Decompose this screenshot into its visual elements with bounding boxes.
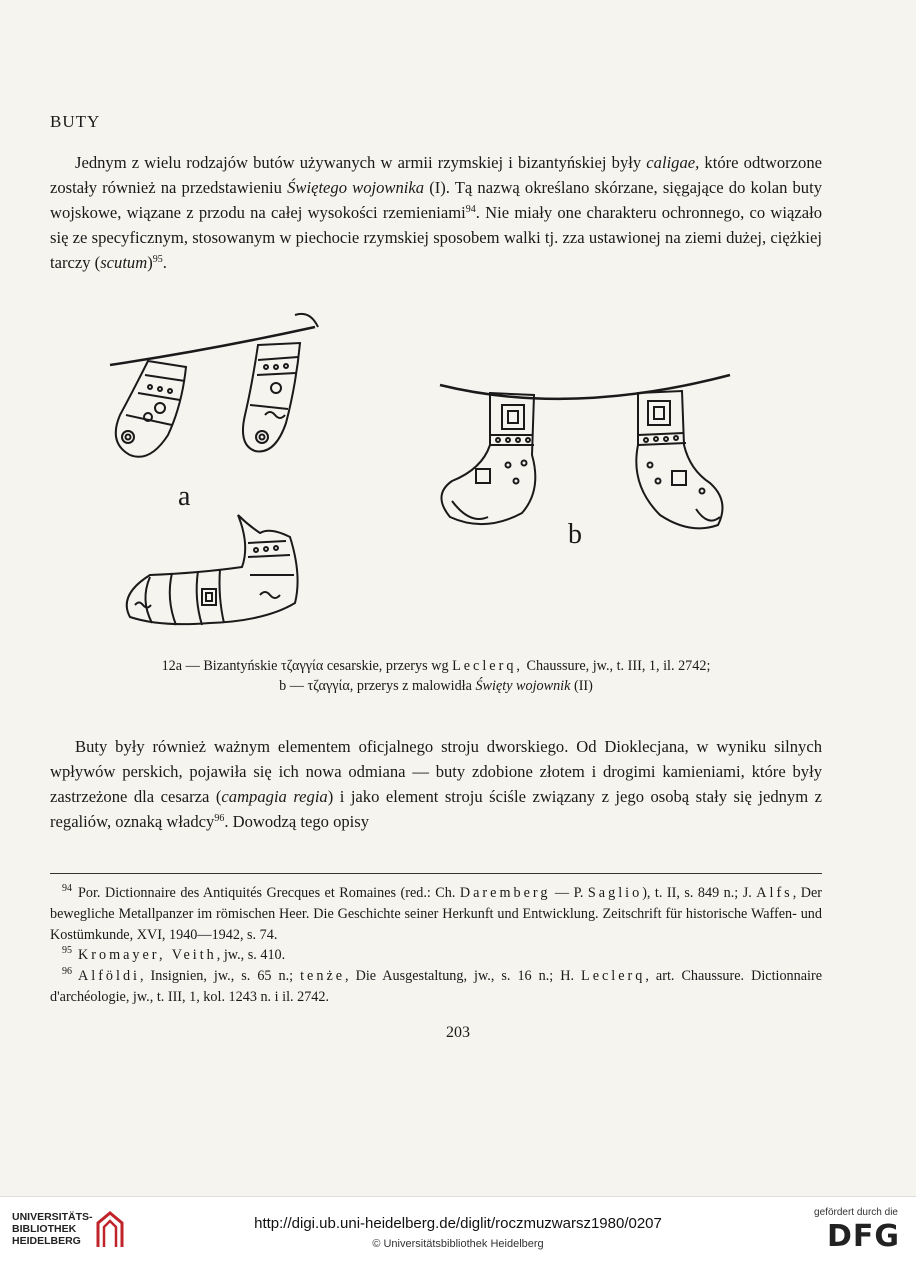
- footnote-author: Saglio: [587, 885, 643, 901]
- para1-text: (I). Tą nazwą określano skórzane, sięgające do kolan buty wojskowe, wiązane z przodu na całej wysokości rzemieniami: [50, 178, 823, 222]
- viewer-footer: [0, 1196, 916, 1263]
- caption-text: (II): [570, 678, 593, 694]
- footnote-text: Por. Dictionnaire des Antiquités Grecques et Romaines (red.: Ch.: [78, 885, 460, 901]
- footnote-text: — P.: [550, 885, 588, 901]
- section-heading: BUTY: [50, 112, 101, 131]
- caption-text: Chaussure, jw., t. III, 1, il. 2742;: [522, 658, 711, 674]
- footnote-95: [50, 945, 822, 966]
- permalink-url[interactable]: http://digi.ub.uni-heidelberg.de/diglit/roczmuzwarsz1980/0207: [254, 1215, 662, 1232]
- para1-italic-title: Świętego wojownika: [287, 178, 425, 197]
- para1-text: które odtworzone zostały również na przedstawieniu: [50, 153, 822, 197]
- figure-label-a: a: [178, 481, 191, 512]
- footnote-number: 96: [62, 966, 72, 977]
- footnote-text: , jw., s. 410.: [216, 947, 286, 963]
- para2-text: Buty były również ważnym elementem oficjalnego stroju dworskiego. Od Dioklecjana, w wyniku silnych wpływów perskich, pojawiła się ich nowa odmiana — buty zdobione złotem i drogimi kamieniami, które były zastrzeżone dla cesarza (: [50, 737, 822, 806]
- footnote-author: Daremberg: [459, 885, 551, 901]
- para2-text: ) i jako element stroju ściśle związany z jego osobą stały się jednym z regaliów, oznaką władcy: [50, 787, 822, 831]
- para2-text: . Dowodzą tego opisy: [224, 812, 370, 831]
- footnote-text: , Der bewegliche Metallpanzer im römischen Heer. Die Geschichte seiner Herkunft und Entwicklung. Zeitschrift für historische Waffen- und Kostümkunde, XVI, 1940—1942, s. 74.: [50, 885, 822, 943]
- para1-text: . Nie miały one charakteru ochronnego, co wiązało się ze specyficznym, stosowanym w piechocie rzymskiej sposobem walki tj. zza ustawionej na ziemi dużej, ciężkiej tarczy (: [50, 203, 822, 272]
- footnote-ref-96[interactable]: 96: [214, 813, 225, 824]
- footnote-ref-95[interactable]: 95: [152, 254, 163, 265]
- library-name-line: BIBLIOTHEK: [12, 1223, 77, 1235]
- paragraph-2: [50, 734, 822, 834]
- paragraph-1: [50, 150, 822, 275]
- footnote-author: Kromayer, Veith: [78, 947, 217, 963]
- library-name-line: UNIVERSITÄTS-: [12, 1211, 93, 1223]
- dfg-logo[interactable]: DFG: [826, 1219, 900, 1254]
- caption-italic-title: Święty wojownik: [475, 678, 571, 694]
- page-number: 203: [446, 1024, 470, 1041]
- para2-italic-campagia: campagia regia: [221, 787, 328, 806]
- figure-caption-line-1: [50, 656, 822, 676]
- footnote-number: 95: [62, 945, 72, 956]
- library-name-line: HEIDELBERG: [12, 1235, 81, 1247]
- footnote-author: Leclerq: [581, 968, 646, 984]
- figure-a-hanging-socks: [110, 314, 318, 457]
- footnote-ref-94[interactable]: 94: [465, 204, 476, 215]
- footnote-94: [50, 883, 822, 946]
- footnote-text: ), t. II, s. 849 n.; J.: [642, 885, 757, 901]
- caption-text: 12a — Bizantyńskie: [161, 658, 281, 674]
- footnote-text: , Die Ausgestaltung, jw., s. 16 n.; H.: [345, 968, 582, 984]
- para1-text: .: [162, 253, 167, 272]
- figure-a-lower-sock: [127, 515, 298, 625]
- caption-text: przerys z malowidła: [353, 678, 476, 694]
- figure-label-b: b: [568, 519, 582, 550]
- caption-text: cesarskie, przerys wg: [323, 658, 453, 674]
- caption-greek: τζαγγία,: [307, 678, 354, 694]
- caption-greek: τζαγγία: [280, 658, 324, 674]
- funding-label: gefördert durch die: [814, 1207, 898, 1218]
- footnote-96: [50, 966, 822, 1008]
- copyright-notice: © Universitätsbibliothek Heidelberg: [372, 1238, 544, 1250]
- caption-author: Leclerq,: [452, 658, 523, 674]
- caption-text: b —: [279, 678, 308, 694]
- para1-text: ): [147, 253, 153, 272]
- figure-caption-line-2: [50, 676, 822, 696]
- figure-b-hanging-socks: [440, 375, 730, 528]
- footnote-text: , art. Chaussure. Dictionnaire d'archéologie, jw., t. III, 1, kol. 1243 n. i il. 2742.: [50, 968, 823, 1005]
- footnote-author: tenże: [300, 968, 346, 984]
- footnote-number: 94: [62, 883, 72, 894]
- sock-illustration: [90, 305, 830, 645]
- footnote-divider: [50, 873, 822, 874]
- footnote-text: , Insignien, jw., s. 65 n.;: [139, 968, 301, 984]
- para1-text: Jednym z wielu rodzajów butów używanych w armii rzymskiej i bizantyńskiej były: [75, 153, 647, 172]
- footnote-author: Alföldi: [78, 968, 140, 984]
- para1-italic-scutum: scutum: [100, 253, 148, 272]
- footnote-author: Alfs: [756, 885, 793, 901]
- para1-italic-caligae: caligae,: [646, 153, 700, 172]
